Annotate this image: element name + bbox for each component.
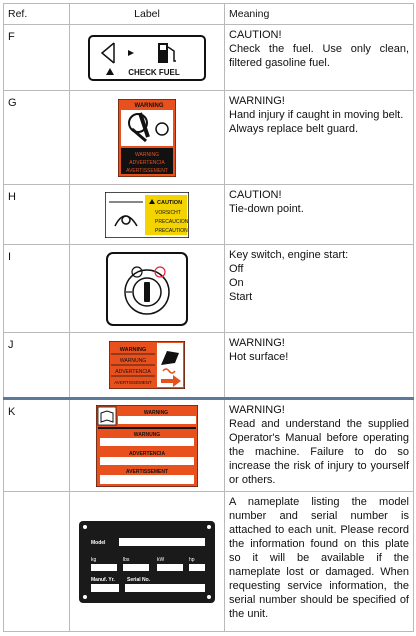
meaning-line: WARNING! xyxy=(229,95,285,107)
label-cell xyxy=(70,492,225,632)
meaning-cell xyxy=(225,399,414,492)
label-cell xyxy=(70,399,225,492)
meaning-line: Hand injury if caught in moving belt. xyxy=(229,109,404,121)
label-cell xyxy=(70,245,225,333)
meaning-cell xyxy=(225,185,414,245)
check-fuel-decal-icon xyxy=(88,35,206,81)
decal-line: CAUTION xyxy=(157,199,183,206)
nameplate-lbs-label: lbs xyxy=(123,556,130,563)
decal-caption: CHECK FUEL xyxy=(128,67,180,77)
nameplate-manuf-label: Manuf. Yr. xyxy=(91,576,115,583)
meaning-line: CAUTION! xyxy=(229,189,282,201)
table-row-g xyxy=(4,91,414,185)
meaning-line: WARNING! xyxy=(229,337,285,349)
meaning-line: Start xyxy=(229,291,253,303)
meaning-cell xyxy=(225,245,414,333)
meaning-line: CAUTION! xyxy=(229,29,282,41)
decal-line: PRECAUCION xyxy=(155,218,189,225)
decal-line: WARNING xyxy=(135,151,159,158)
meaning-cell xyxy=(225,25,414,91)
meaning-cell xyxy=(225,91,414,185)
nameplate-model-label: Model xyxy=(91,539,106,546)
ref-cell: K xyxy=(4,399,70,492)
meaning-line: Key switch, engine start: xyxy=(229,249,349,261)
decal-line: AVERTISSEMENT xyxy=(126,167,168,174)
decal-line: ADVERTENCIA xyxy=(115,369,151,375)
header-meaning: Meaning xyxy=(225,4,414,25)
decal-line: PRECAUTION xyxy=(155,227,188,234)
decal-line: VORSICHT xyxy=(155,209,181,216)
ref-cell xyxy=(4,492,70,632)
decal-line: WARNING xyxy=(119,347,147,353)
meaning-line: Tie-down point. xyxy=(229,203,304,215)
table-row-j xyxy=(4,333,414,399)
header-label: Label xyxy=(70,4,225,25)
ref-cell: F xyxy=(4,25,70,91)
table-row-f xyxy=(4,25,414,91)
nameplate-hp-label: hp xyxy=(189,556,195,563)
nameplate-kg-label: kg xyxy=(91,556,97,563)
header-ref: Ref. xyxy=(4,4,70,25)
key-switch-icon xyxy=(106,252,188,326)
ref-cell: J xyxy=(4,333,70,399)
nameplate-kw-label: kW xyxy=(157,556,165,563)
ref-cell: G xyxy=(4,91,70,185)
ref-cell: H xyxy=(4,185,70,245)
meaning-line: Off xyxy=(229,263,244,275)
label-cell xyxy=(70,185,225,245)
table-row-h xyxy=(4,185,414,245)
decal-line: WARNUNG xyxy=(133,431,161,438)
decal-line: AVERTISSEMENT xyxy=(114,380,152,385)
meaning-line: WARNING! xyxy=(229,404,285,416)
tie-down-decal-icon xyxy=(105,192,189,238)
ref-cell: I xyxy=(4,245,70,333)
meaning-line: Hot surface! xyxy=(229,351,289,363)
decal-line: WARNUNG xyxy=(119,358,147,364)
header-row xyxy=(4,4,414,25)
hot-surface-decal-icon xyxy=(109,341,185,389)
meaning-cell xyxy=(225,333,414,399)
operator-manual-decal-icon xyxy=(96,405,198,487)
meaning-line: A nameplate listing the model number and serial number is attached to each unit. Please record the information found on this plate so it will be available if the nameplate lost or damaged. When requesting service information, the serial number should be specified of the unit. xyxy=(229,496,409,620)
meaning-line: Always replace belt guard. xyxy=(229,123,359,135)
decal-title: WARNING xyxy=(134,102,164,109)
table-row-i xyxy=(4,245,414,333)
nameplate-serial-label: Serial No. xyxy=(127,576,151,583)
belt-hazard-decal-icon xyxy=(118,99,176,177)
label-cell xyxy=(70,91,225,185)
label-cell xyxy=(70,25,225,91)
decal-line: AVERTISSEMENT xyxy=(125,468,169,475)
meaning-line: Check the fuel. Use only clean, filtered gasoline fuel. xyxy=(229,43,409,69)
labels-table xyxy=(3,3,414,632)
table-row-k xyxy=(4,399,414,492)
decal-line: ADVERTENCIA xyxy=(128,450,166,457)
meaning-line: On xyxy=(229,277,244,289)
meaning-cell xyxy=(225,492,414,632)
decal-line: WARNING xyxy=(143,409,169,416)
label-cell xyxy=(70,333,225,399)
decal-line: ADVERTENCIA xyxy=(129,159,165,166)
meaning-line: Read and understand the supplied Operator's Manual before operating the machine. Failure to do so increase the risk of injury to yourself or others. xyxy=(229,418,409,486)
nameplate-icon xyxy=(79,521,215,603)
table-row-nameplate xyxy=(4,492,414,632)
